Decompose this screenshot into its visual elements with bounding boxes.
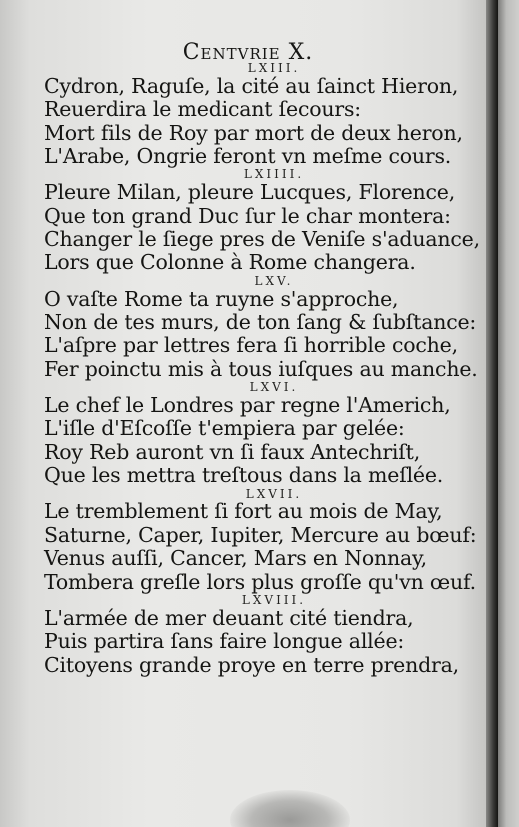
verse-line: Lors que Colonne à Rome changera. (44, 250, 416, 275)
verse-line: Non de tes murs, de ton ſang & ſubſtance: (44, 310, 477, 335)
verse-line: Que les mettra treſtous dans la meſlée. (44, 463, 444, 488)
verse-line: Que ton grand Duc ſur le char montera: (44, 203, 451, 228)
verse-line: Tombera greſle lors plus groſſe qu'vn œuf. (44, 569, 476, 594)
quatrain (44, 381, 484, 487)
verse-line: Citoyens grande proye en terre prendra, (44, 652, 459, 677)
quatrain-number: LXVI. (249, 380, 299, 395)
verse-line: L'Arabe, Ongrie feront vn meſme cours. (44, 144, 452, 169)
verse-line: Changer le ſiege pres de Veniſe s'aduance, (44, 227, 480, 252)
quatrain (44, 594, 484, 677)
book-gutter (486, 0, 498, 827)
verse-line: O vaſte Rome ta ruyne s'approche, (44, 286, 399, 311)
quatrain-number: LXVII. (245, 486, 303, 501)
quatrain (44, 168, 484, 274)
verse-line: Venus auſſi, Cancer, Mars en Nonnay, (44, 546, 427, 571)
verse-line: L'armée de mer deuant cité tiendra, (44, 605, 414, 630)
verse-line: Roy Reb auront vn ſi faux Antechriſt, (44, 439, 421, 464)
verse-line: Le chef le Londres par regne l'Americh, (44, 393, 451, 418)
quatrain (44, 275, 484, 381)
quatrain (44, 488, 484, 594)
verse-line: Mort fils de Roy par mort de deux heron, (44, 120, 463, 145)
quatrain-number: LXV. (254, 273, 294, 288)
verse-block (44, 62, 484, 677)
quatrain-number: LXVIII. (241, 593, 307, 608)
verse-line: Le tremblement ſi fort au mois de May, (44, 499, 443, 524)
quatrain (44, 62, 484, 168)
verse-line: L'iſle d'Eſcoſſe t'empiera par gelée: (44, 416, 405, 441)
page-header: Centvrie X. (182, 40, 314, 65)
verse-line: Reuerdira le medicant ſecours: (44, 97, 362, 122)
verse-line: L'aſpre par lettres fera ſi horrible coche, (44, 333, 458, 358)
verse-line: Fer poinctu mis à tous iuſques au manche. (44, 356, 478, 381)
verse-line: Pleure Milan, pleure Lucques, Florence, (44, 180, 456, 205)
quatrain-number: LXIII. (247, 61, 301, 75)
verse-line: Saturne, Caper, Iupiter, Mercure au bœuf: (44, 522, 477, 547)
verse-line: Cydron, Raguſe, la cité au ſainct Hieron, (44, 73, 459, 98)
facing-page-edge (498, 0, 519, 827)
quatrain-number: LXIIII. (243, 167, 305, 182)
verse-line: Puis partira ſans faire longue allée: (44, 629, 405, 654)
